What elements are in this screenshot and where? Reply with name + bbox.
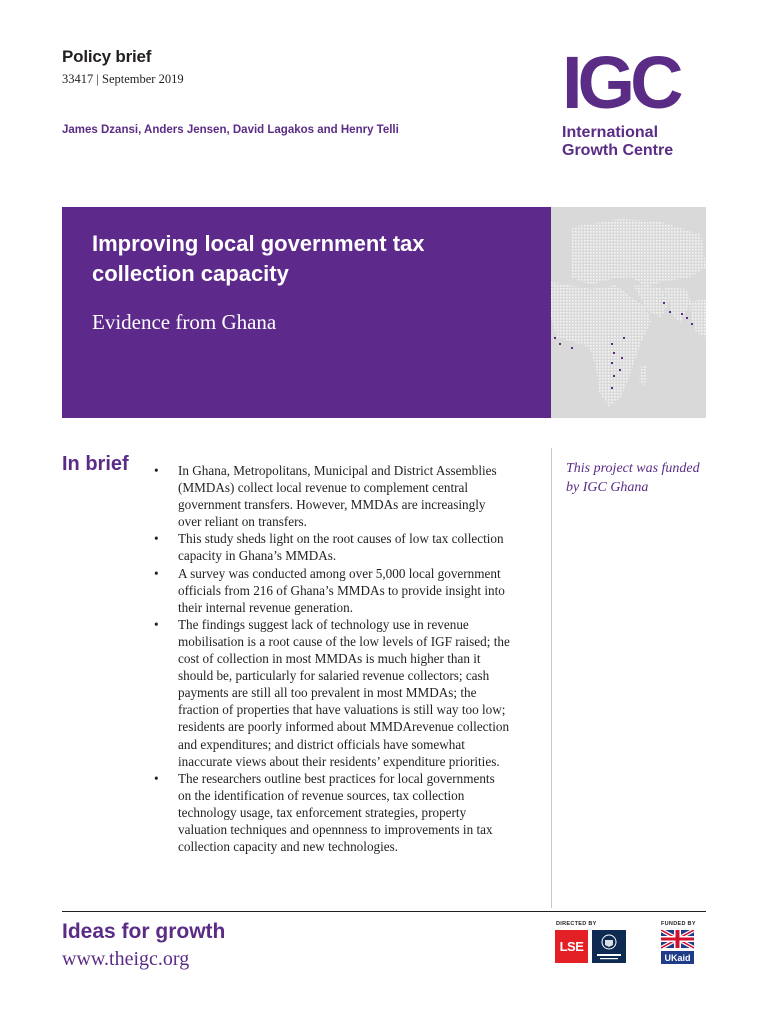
logo-mark: IGC	[562, 41, 679, 124]
igc-logo[interactable]	[562, 41, 702, 160]
document-id-date: 33417 | September 2019	[62, 72, 184, 86]
logo-text	[562, 124, 702, 160]
svg-text:UKaid: UKaid	[664, 953, 691, 963]
document-type: Policy brief	[62, 47, 152, 66]
oxford-logo[interactable]	[592, 930, 626, 963]
logo-line-2: Growth Centre	[562, 142, 674, 159]
list-item: • The researchers outline best practices for local governments on the identification of revenue sources, tax collection technology usage, tax enforcement strategies, property valuation techniques and opennness to improvements in tax collection capacity and new technologies.	[150, 770, 510, 855]
brief-title: Improving local government tax collection capacity	[92, 231, 425, 286]
list-item: • This study sheds light on the root causes of low tax collection capacity in Ghana’s MMDAs.	[150, 530, 510, 564]
in-brief-heading: In brief	[62, 453, 129, 475]
funding-note: This project was funded by IGC Ghana	[566, 461, 700, 495]
ukaid-logo[interactable]	[661, 930, 694, 964]
list-item: • The findings suggest lack of technology use in revenue mobilisation is a root cause of the low levels of IGF raised; the cost of collection in most MMDAs is much higher than it should be, particularly for salaried revenue collectors; cash payments are still all too prevalent in most MMDAs; the fraction of properties that have valuations is still way too low; residents are poorly informed about MMDArevenue collection and expenditures; and district officials have somewhat inaccurate views about their residents’ expenditure priorities.	[150, 616, 510, 770]
title-banner	[62, 207, 551, 418]
footer-divider	[62, 911, 706, 912]
list-item: • In Ghana, Metropolitans, Municipal and District Assemblies (MMDAs) collect local revenue to complement central government transfers. However, MMDAs are increasingly over reliant on transfers.	[150, 462, 510, 530]
directed-by-label: DIRECTED BY	[556, 921, 597, 927]
authors: James Dzansi, Anders Jensen, David Lagakos and Henry Telli	[62, 124, 399, 136]
union-flag-icon	[661, 930, 694, 964]
funded-by-label: FUNDED BY	[661, 921, 696, 927]
world-map-image	[551, 207, 706, 418]
list-item: • A survey was conducted among over 5,000 local government officials from 216 of Ghana’s MMDAs to provide insight into their internal revenue generation.	[150, 565, 510, 616]
footer-website-link[interactable]: www.theigc.org	[62, 948, 190, 970]
oxford-crest-icon	[592, 930, 626, 963]
lse-logo[interactable]: LSE	[555, 930, 588, 963]
logo-line-1: International	[562, 124, 659, 141]
footer-tagline: Ideas for growth	[62, 920, 226, 943]
brief-subtitle: Evidence from Ghana	[92, 310, 277, 334]
dotted-map-icon	[551, 207, 706, 418]
in-brief-list	[150, 462, 510, 855]
sidebar-divider	[551, 448, 552, 908]
